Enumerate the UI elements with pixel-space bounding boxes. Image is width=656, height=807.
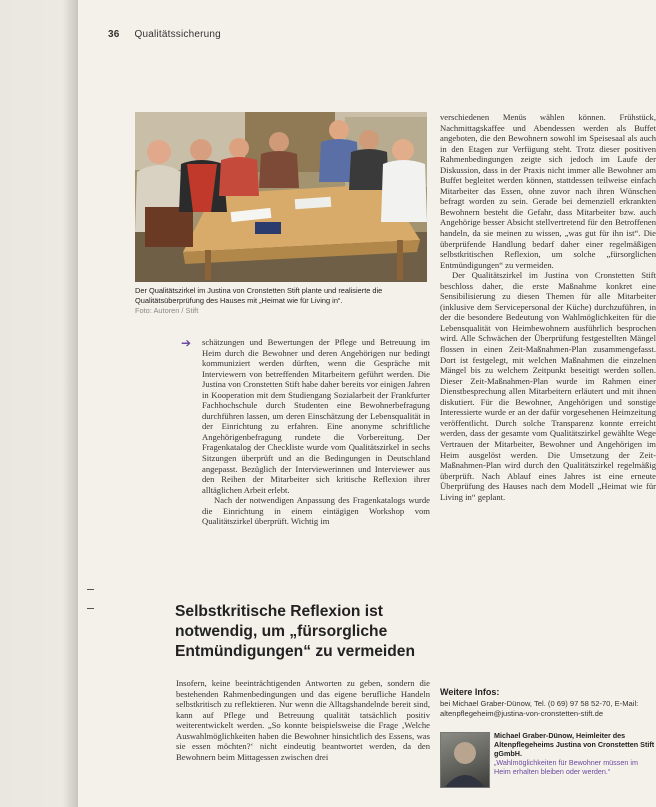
author-quote: „Wahlmöglichkeiten für Bewohner müssen im Heim erhalten bleiben oder werden.“ bbox=[494, 758, 638, 776]
book-gutter bbox=[0, 0, 78, 807]
photo-caption bbox=[135, 286, 427, 316]
paragraph: Nach der notwendigen Anpassung des Fragenkatalogs wurde die Einrichtung in einem eintägigen Workshop vom Qualitätszirkel überprüft. Wichtig im bbox=[202, 495, 430, 527]
page-number: 36 bbox=[108, 29, 120, 40]
paragraph: Der Qualitätszirkel im Justina von Cronstetten Stift beschloss daher, die erste Maßnahme konkret eine Sensibilisierung zu diesen Themen für alle Mitarbeiter (inklusive dem Servicepersonal der Küche) durchzuführen, in der die besondere Bedeutung von Wahlmöglichkeiten für die Lebensqualität von Heimbewohnern ausführlich besprochen wird. Alle Schwächen der Überprüfung festgestellten Mängel flossen in einen Zeit-Maßnahmen-Plan zusammengefasst. Dort ist festgelegt, mit welchen Maßnahmen die einzelnen Mängel bis zu welchem Zeitpunkt beseitigt werden sollen. Dieser Zeit-Maßnahmen-Plan wurde im Rahmen einer Dienstbesprechung allen Mitarbeitern erläutert und mit ihnen diskutiert. Für die Bewohner, Angehörigen und sonstige Interessierte wurde er an der dafür vorgesehenen Heimzeitung veröffentlicht. Durch solche Transparenz konnte erreicht werden, dass der gesamte vom Qualitätszirkel gewählte Wege Vertrauen der Mitarbeiter, Bewohner und Angehörigen im Heim ausgelöst werden. Die Umsetzung der Zeit-Maßnahmen-Plan wird durch den Qualitätszirkel regelmäßig überprüft. Nach Ablauf eines Jahres ist eine erneute Überprüfung des Hauses nach dem Modell „Heimat wie für Living in“ geplant. bbox=[440, 270, 656, 502]
left-column-continued bbox=[176, 678, 430, 762]
section-heading: Selbstkritische Reflexion ist notwendig, um „fürsorgliche Entmündigungen“ zu vermeiden bbox=[175, 603, 415, 660]
margin-mark bbox=[87, 608, 94, 609]
left-column bbox=[202, 337, 430, 527]
portrait-illustration bbox=[441, 733, 489, 787]
running-header bbox=[108, 29, 221, 40]
arrow-icon: ➔ bbox=[181, 336, 192, 350]
group-photo bbox=[135, 112, 427, 282]
paragraph: schätzungen und Bewertungen der Pflege und Betreuung im Heim durch die Bewohner und deren Angehörigen nur bedingt kommuniziert werden dürften, wenn die Gespräche mit Interviewern von betreffenden Mitarbeitern geführt werden. Die Justina von Cronstetten Stift habe daher bereits vor einigen Jahren in Kooperation mit dem Studiengang Sozialarbeit der Frankfurter Fachhochschule durch Studenten eine Bewohnerbefragung durchführen lassen, um deren Einschätzung der Lebensqualität in der Einrichtung zu erfahren. Eine anonyme schriftliche Angehörigenbefragung rundete die Vorbereitung. Der Fragenkatalog der Checkliste wurde vom Qualitätszirkel in sechs Sitzungen überprüft und an die Bedingungen in Deutschland angepasst. Bezüglich der Interviewerinnen und Interviewer aus den Reihen der Mitarbeiter sich kritische Reflexion ihrer alltäglichen Arbeit erlebt. bbox=[202, 337, 430, 495]
author-box bbox=[440, 728, 656, 788]
group-photo-illustration bbox=[135, 112, 427, 282]
paragraph: verschiedenen Menüs wählen können. Frühstück, Nachmittagskaffee und Abendessen werden als Buffet angeboten, die den Bewohnern sowohl im Speisesaal als auch in den Etagen zur Verfügung steht. Trotz dieser positiven Rahmenbedingungen zeigte sich jedoch im Laufe der Diskussion, dass in der Praxis nicht immer alle Bewohner am Buffet begleitet werden können, stattdessen teilweise einfach Mitarbeiter das Essen, ohne zuvor nach ihren Wünschen befragt worden zu sein. Gerade bei demenziell erkrankten Bewohnern besteht die Gefahr, dass Mitarbeiter bzw. auch Angehörige besser Absicht stellvertretend für den Betroffenen handeln, da sie meinen zu wissen, „was gut für ihn ist“. Die überprüfende Handlung bedarf daher einer regelmäßigen selbstkritischen Reflexion, um solche „fürsorglichen Entmündigungen“ zu vermeiden. bbox=[440, 112, 656, 270]
info-title: Weitere Infos: bbox=[440, 687, 500, 697]
info-contact: bei Michael Graber-Dünow, Tel. (0 69) 97 58 52-70, E-Mail: altenpflegeheim@justina-von-cronstetten-stift.de bbox=[440, 699, 639, 718]
margin-mark bbox=[87, 589, 94, 590]
caption-text: Der Qualitätszirkel im Justina von Cronstetten Stift plante und realisierte die Qualitätsüberprüfung des Hauses mit „Heimat wie für Living in“. bbox=[135, 286, 383, 305]
author-portrait bbox=[440, 732, 490, 788]
section-title: Qualitätssicherung bbox=[134, 29, 221, 40]
photo-credit: Foto: Autoren / Stift bbox=[135, 306, 199, 315]
right-column bbox=[440, 112, 656, 502]
author-name: Michael Graber-Dünow, Heimleiter des Altenpflegeheims Justina von Cronstetten Stift gGmbH. bbox=[494, 731, 655, 758]
paragraph: Insofern, keine beeinträchtigenden Antworten zu geben, sondern die bestehenden Rahmenbedingungen und das eigene berufliche Handeln selbstkritisch zu reflektieren. Nur wenn die Alltagshandelnde bereit sind, kann auf Pflege und Betreuung qualität tatsächlich positiv weiterentwickelt werden. „So konnte beispielsweise die Frage ‚Welche Auswahlmöglichkeiten haben die Bewohner hinsichtlich des Essens, was sie essen möchten?‘ nicht eindeutig beantwortet werden, da den Bewohnern beim Mittagessen zwischen drei bbox=[176, 678, 430, 762]
